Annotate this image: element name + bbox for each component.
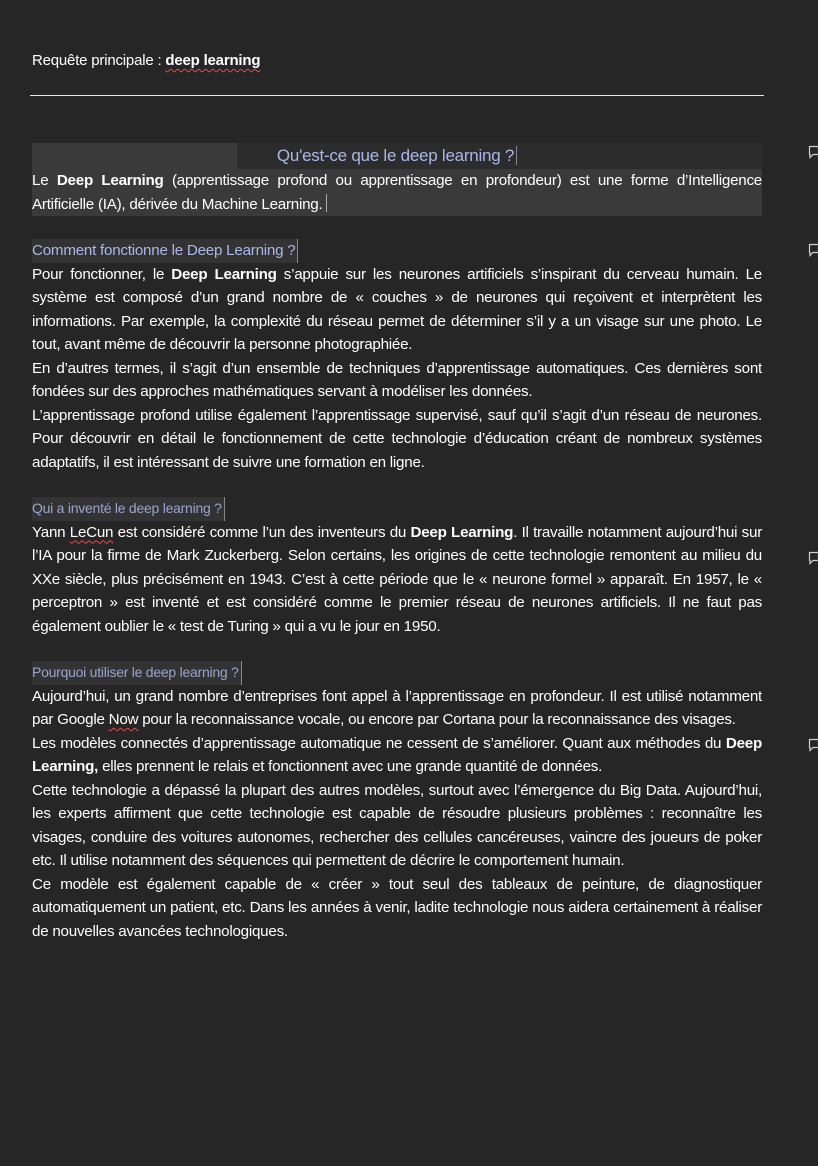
spacer — [32, 638, 762, 661]
text-run: Les modèles connectés d’apprentissage automatique ne cessent de s’améliorer. Quant aux méthodes du — [32, 734, 726, 752]
text-run: Pour fonctionner, le — [32, 265, 172, 283]
text-run: L’apprentissage profond utilise également l’apprentissage supervisé, sauf qu’il s’agit d’un réseau de neurones. Pour découvrir en détail le fonctionnement de cette technologie d’éducation créant de nombreux systèmes adaptatifs, il est intéressant de suivre une formation en ligne. — [32, 406, 762, 471]
body-paragraph[interactable] — [32, 521, 762, 639]
spellcheck-word: Now — [108, 711, 139, 728]
body-paragraph[interactable] — [32, 404, 762, 475]
text-run: elles prennent le relais et fonctionnent avec une grande quantité de données. — [98, 758, 603, 775]
comment-icon[interactable] — [808, 243, 818, 256]
text-run: Le — [32, 172, 57, 189]
intro-paragraph[interactable] — [32, 169, 762, 216]
bold-text: Deep Learning — [56, 172, 164, 189]
body-paragraph[interactable] — [32, 732, 762, 779]
spellcheck-word: LeCun — [69, 523, 114, 541]
body-paragraph[interactable] — [32, 873, 762, 944]
comment-icon[interactable] — [808, 738, 818, 751]
section-heading[interactable]: Pourquoi utiliser le deep learning ? — [32, 661, 242, 685]
header-divider — [30, 95, 764, 96]
text-run: Ce modèle est également capable de « créer » tout seul des tableaux de peinture, de diagnostiquer automatiquement un patient, etc. Dans les années à venir, ladite technologie nous aidera certainement à réaliser de nouvelles avancées technologiques. — [32, 875, 762, 940]
document-title[interactable]: Qu'est-ce que le deep learning ? — [277, 146, 517, 165]
query-label: Requête principale : — [32, 52, 166, 69]
body-paragraph[interactable] — [32, 263, 762, 357]
bold-text: Deep Learning — [171, 265, 277, 283]
text-run: Aujourd’hui, un grand nombre d’entreprises font appel à l’apprentissage en profondeur. Il est utilisé notamment par Google — [32, 687, 762, 728]
text-run: Yann — [32, 523, 70, 541]
body-paragraph[interactable] — [32, 685, 762, 732]
sections-container — [32, 216, 762, 943]
bold-text: Deep Learning — [410, 523, 514, 541]
main-query — [32, 52, 260, 69]
bold-text: Deep Learning, — [32, 734, 762, 775]
comment-icon[interactable] — [808, 145, 818, 158]
text-run: pour la reconnaissance vocale, ou encore par Cortana pour la reconnaissance des visages. — [138, 711, 736, 728]
section-heading[interactable]: Qui a inventé le deep learning ? — [32, 497, 225, 521]
query-value[interactable]: deep learning — [165, 52, 261, 69]
spacer — [32, 474, 762, 497]
text-run: (apprentissage profond ou apprentissage en profondeur) est une forme d’Intelligence Artificielle (IA), dérivée du Machine Learning. — [32, 172, 763, 213]
body-paragraph[interactable] — [32, 357, 762, 404]
document-title-row — [32, 143, 762, 169]
body-paragraph[interactable] — [32, 779, 762, 873]
spacer — [32, 216, 762, 239]
text-run: s’appuie sur les neurones artificiels s’inspirant du cerveau humain. Le système est composé d’un grand nombre de « couches » de neurones qui reçoivent et interprètent les informations. Par exemple, la complexité du réseau permet de déterminer s’il y a un visage sur une photo. Le tout, avant même de découvrir la personne photographiée. — [32, 265, 762, 353]
text-run: est considéré comme l’un des inventeurs du — [113, 523, 411, 541]
text-run: En d’autres termes, il s’agit d’un ensemble de techniques d’apprentissage automatiques. Ces dernières sont fondées sur des approches mathématiques servant à modéliser les données. — [32, 359, 762, 400]
text-cursor — [326, 194, 327, 212]
text-run: Cette technologie a dépassé la plupart des autres modèles, surtout avec l’émergence du Big Data. Aujourd’hui, les experts affirment que cette technologie est capable de résoudre plusieurs problèmes : reconnaître les visages, conduire des voitures autonomes, rechercher des cellules cancéreuses, vaincre des joueurs de poker etc. Il utilise notamment des séquences qui permettent de décrire le comportement humain. — [32, 781, 762, 869]
document-body[interactable] — [32, 143, 762, 943]
comment-icon[interactable] — [808, 551, 818, 564]
section-heading[interactable]: Comment fonctionne le Deep Learning ? — [32, 239, 298, 263]
text-run: . Il travaille notamment aujourd’hui sur l’IA pour la firme de Mark Zuckerberg. Selon certains, les origines de cette technologie remontent au milieu du XXe siècle, plus précisément en 1943. C’est à cette période que le « neurone formel » apparaît. En 1957, le « perceptron » est inventé et est considéré comme le premier réseau de neurones artificiels. Il ne faut pas également oublier le « test de Turing » qui a vu le jour en 1950. — [32, 523, 763, 635]
